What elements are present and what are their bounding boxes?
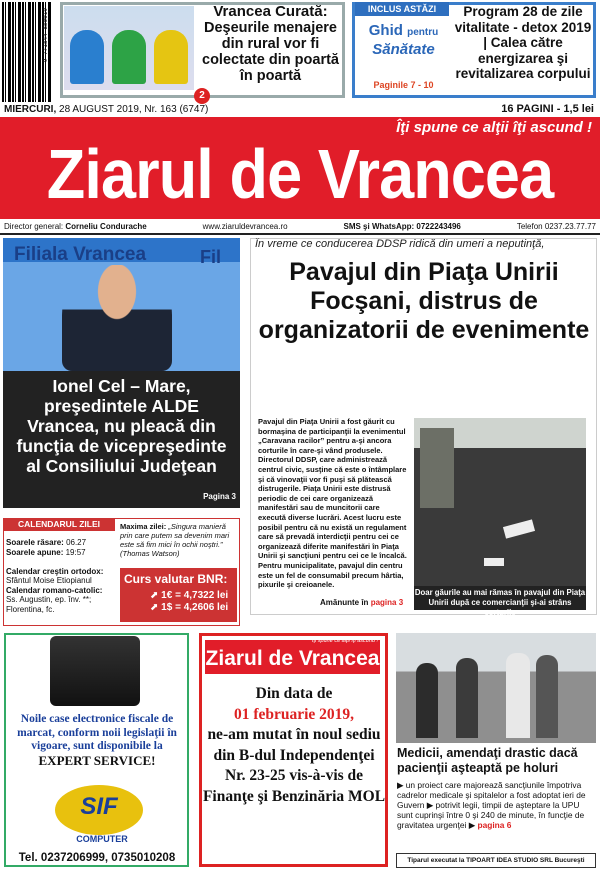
usd-rate: ⬈ 1$ = 4,2606 lei bbox=[150, 602, 229, 613]
guide-pentru: pentru bbox=[407, 27, 439, 38]
quote-of-day: Maxima zilei: „Singura manieră prin care putem sa devenim mari este să fim mici în ochii noştri.” (Thomas Watson) bbox=[120, 522, 230, 558]
health-guide-logo bbox=[356, 22, 451, 58]
director: Director general: Corneliu Condurache bbox=[4, 222, 147, 231]
pavement-photo bbox=[414, 418, 586, 586]
calendar-title: CALENDARUL ZILEI bbox=[3, 518, 115, 531]
banner-text-2: Fil bbox=[200, 247, 221, 267]
cash-register-image bbox=[50, 636, 140, 706]
divider bbox=[0, 233, 600, 235]
mini-masthead: Ziarul de Vrancea bbox=[205, 640, 380, 674]
pages-price: 16 PAGINI - 1,5 lei bbox=[501, 103, 594, 115]
inclus-tag: INCLUS ASTĂZI bbox=[355, 2, 449, 16]
hospital-photo bbox=[396, 633, 596, 743]
main-headline[interactable]: Pavajul din Piaţa Unirii Focşani, distrus de organizatorii de evenimente bbox=[258, 258, 590, 344]
sms-contact: SMS şi WhatsApp: 0722243496 bbox=[343, 222, 461, 231]
left-story-page: Pagina 3 bbox=[203, 492, 236, 501]
relocation-text: Din data de 01 februarie 2019, ne-am mutat în noul sediu din B-dul Independenţei Nr. 23-25 vis-à-vis de Finanţe şi Benzinăria MOL bbox=[202, 685, 386, 805]
teaser-left-text[interactable] bbox=[198, 4, 343, 84]
ad-left-text: Noile case electronice fiscale de marcat, conform noii legislaţii în vigoare, sunt disponibile la EXPERT SERVICE! bbox=[17, 713, 177, 768]
website-link[interactable]: www.ziaruldevrancea.ro bbox=[202, 222, 288, 231]
recycling-bins-image bbox=[64, 6, 194, 90]
staff-line bbox=[4, 222, 596, 231]
sif-logo-sub: COMPUTER bbox=[76, 834, 128, 844]
teaser-left-title: Vrancea Curată: bbox=[213, 3, 328, 20]
phone-contact: Telefon 0237.23.77.77 bbox=[516, 222, 596, 231]
ad-left-phone: Tel. 0237206999, 0735010208 bbox=[18, 852, 176, 864]
guide-sanatate: Sănătate bbox=[372, 41, 435, 58]
teaser-left-body: Deşeurile menajere din rural vor fi colectate din poartă în poartă bbox=[202, 20, 339, 84]
main-kicker: În vreme ce conducerea DDSP ridică din umeri a neputinţă, bbox=[255, 238, 545, 250]
calendar-details: Soarele răsare: 06.27 Soarele apune: 19:57 Calendar creştin ortodox: Sfântul Moise Etiopianul Calendar romano-catolic: Ss. Augustin, ep. înv. **; Florentina, fc. bbox=[6, 538, 104, 614]
issue-date: MIERCURI, 28 AUGUST 2019, Nr. 163 (6747) bbox=[4, 104, 209, 115]
guide-pages: Paginile 7 - 10 bbox=[373, 80, 434, 90]
teaser-right-text[interactable]: Program 28 de zile vitalitate - detox 2019 | Calea către energizarea şi revitalizarea corpului bbox=[454, 4, 592, 81]
mini-slogan: Îţi spune ce alţii îţi ascund ! bbox=[312, 638, 379, 644]
printer-credit: Tiparul executat la TIPOART IDEA STUDIO SRL Bucureşti bbox=[396, 853, 596, 868]
newspaper-title: Ziarul de Vrancea bbox=[46, 135, 554, 213]
guide-word: Ghid bbox=[368, 22, 403, 39]
barcode-number: 9 771844 850019 bbox=[42, 8, 49, 63]
main-body: Pavajul din Piaţa Unirii a fost găurit cu bormaşina de participanţii la evenimentul „Caravana racilor” pentru a-şi ancora corturile în care-şi vând produsele. Directorul DDSP, care administrează centrul civic, susţine că este o întâmplare şi că vinovaţii vor fi puşi să plătească distrugerile. Piaţa Unirii este distrusă periodic de cei care organizează manifestări sau de muncitorii care execută diverse lucrări. Acest lucru este posibil pentru că nu există un regulament care să prevadă interdicţii pentru cei ce organizează diferite manifestări în Piaţa Unirii şi sancţiuni pentru cei ce le încalcă. Pentru municipalitate, pavajul din centru este un fel de consumabil precum hârtia, pixurile şi creioanele. bbox=[258, 417, 407, 590]
currency-values bbox=[150, 590, 228, 614]
page-badge: 2 bbox=[194, 88, 210, 104]
sif-logo: SIF bbox=[55, 785, 143, 835]
eur-rate: ⬈ 1€ = 4,7322 lei bbox=[150, 590, 229, 601]
right-headline[interactable]: Medicii, amendaţi drastic dacă pacienţii aşteaptă pe holuri bbox=[397, 746, 578, 775]
photo-caption: Doar găurile au mai rămas în pavajul din Piaţa Unirii după ce comercianţii şi-ai strâns corturile bbox=[414, 588, 586, 617]
banner-text: Filiala Vrancea bbox=[14, 244, 147, 265]
currency-title: Curs valutar BNR: bbox=[124, 572, 228, 586]
slogan: Îţi spune ce alţii îţi ascund ! bbox=[396, 119, 592, 136]
left-story-headline[interactable]: Ionel Cel – Mare, preşedintele ALDE Vrancea, nu pleacă din funcţia de vicepreşedinte al Consiliului Judeţean bbox=[16, 376, 227, 476]
portrait-figure bbox=[62, 265, 172, 371]
read-more[interactable]: Amănunte în pagina 3 bbox=[320, 598, 404, 607]
right-body: ▶ un proiect care majorează sancţiunile împotriva cadrelor medicale şi spitalelor a fost adoptat ieri de Guvern ▶ potrivit legii, timpii de aşteptare la UPU sunt cuprinşi între 0 şi 240 de minute, în funcţie de gravitatea urgenţei ▶ pagina 6 bbox=[397, 780, 586, 830]
